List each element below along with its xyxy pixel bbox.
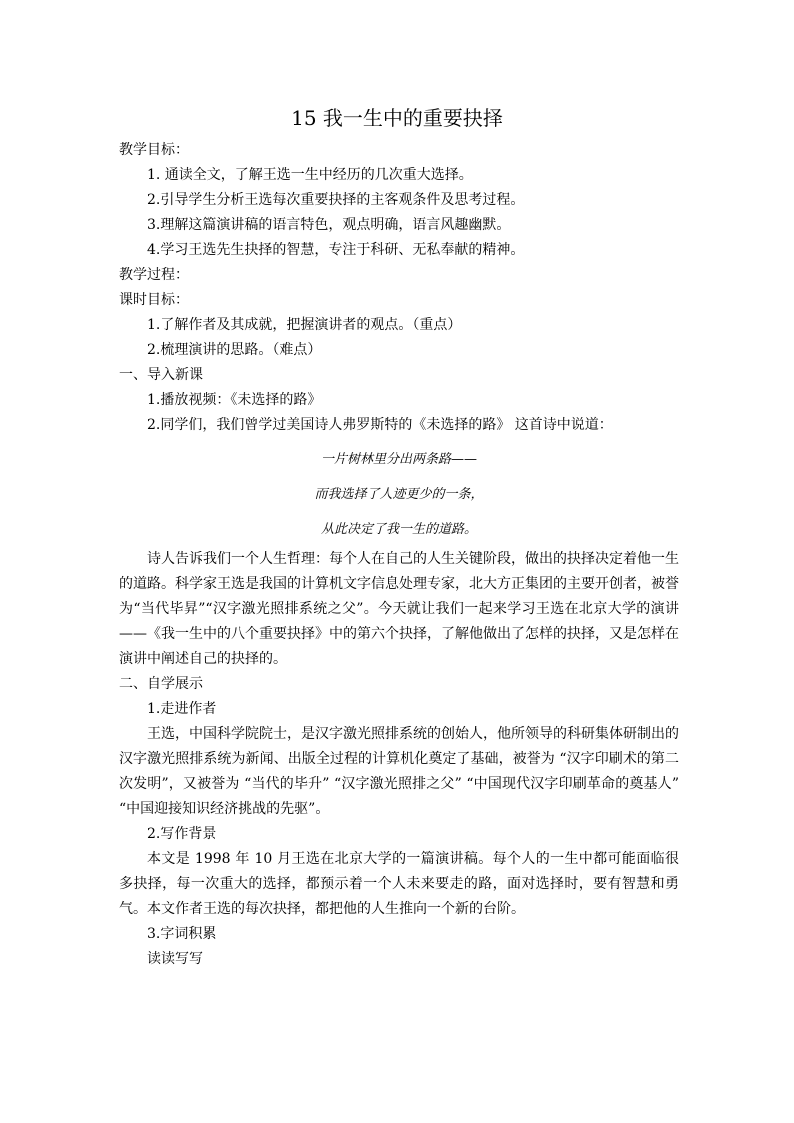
vocab-subheading: 读读写写 — [147, 951, 203, 967]
poem-block — [119, 442, 679, 547]
goal-item: 3.理解这篇演讲稿的语言特色，观点明确，语言风趣幽默。 — [147, 217, 511, 233]
goal-item: 2.引导学生分析王选每次重要抉择的主客观条件及思考过程。 — [147, 192, 525, 208]
background-paragraph: 本文是 1998 年 10 月王选在北京大学的一篇演讲稿。每个人的一生中都可能面临很多抉择，每一次重大的选择，都预示着一个人未来要走的路，面对选择时，要有智慧和勇气。本文作者王选的每次抉择，都把他的人生推向一个新的台阶。 — [119, 851, 679, 917]
background-heading: 2.写作背景 — [147, 826, 217, 842]
intro-item-poem-lead: 2.同学们，我们曾学过美国诗人弗罗斯特的《未选择的路》 这首诗中说道： — [147, 417, 613, 433]
lesson-goals-heading: 课时目标： — [119, 292, 189, 308]
section-heading-intro: 一、导入新课 — [119, 367, 203, 383]
author-heading: 1.走进作者 — [147, 701, 217, 717]
lesson-goal-item: 1.了解作者及其成就，把握演讲者的观点。（重点） — [147, 317, 462, 333]
goal-item: 4.学习王选先生抉择的智慧，专注于科研、无私奉献的精神。 — [147, 242, 525, 258]
lesson-goal-item: 2.梳理演讲的思路。（难点） — [147, 342, 322, 358]
author-paragraph: 王选，中国科学院院士，是汉字激光照排系统的创始人，他所领导的科研集体研制出的汉字激光照排系统为新闻、出版全过程的计算机化奠定了基础，被誉为 “汉字印刷术的第二次发明”，又被誉为 “当代的毕升” “汉字激光照排之父” “中国现代汉字印刷革命的奠基人” “中国迎接知识经济挑战的先驱”。 — [119, 726, 679, 817]
lesson-content — [119, 138, 679, 972]
poem-line: 而我选择了人迹更少的一条， — [314, 487, 484, 502]
goal-item: 1. 通读全文，了解王选一生中经历的几次重大选择。 — [147, 167, 473, 183]
intro-item-video: 1.播放视频：《未选择的路》 — [147, 392, 322, 408]
goals-heading: 教学目标： — [119, 142, 189, 158]
lesson-title: 15 我一生中的重要抉择 — [291, 106, 503, 130]
poem-line: 从此决定了我一生的道路。 — [320, 522, 477, 537]
poem-line: 一片树林里分出两条路—— — [320, 452, 477, 467]
intro-paragraph: 诗人告诉我们一个人生哲理：每个人在自己的人生关键阶段，做出的抉择决定着他一生的道路。科学家王选是我国的计算机文字信息处理专家，北大方正集团的主要开创者，被誉为“当代毕昇”“汉字激光照排系统之父”。今天就让我们一起来学习王选在北京大学的演讲——《我一生中的八个重要抉择》中的第六个抉择，了解他做出了怎样的抉择，又是怎样在演讲中阐述自己的抉择的。 — [119, 551, 679, 667]
vocab-heading: 3.字词积累 — [147, 926, 217, 942]
process-heading: 教学过程： — [119, 267, 189, 283]
section-heading-self-study: 二、自学展示 — [119, 676, 203, 692]
